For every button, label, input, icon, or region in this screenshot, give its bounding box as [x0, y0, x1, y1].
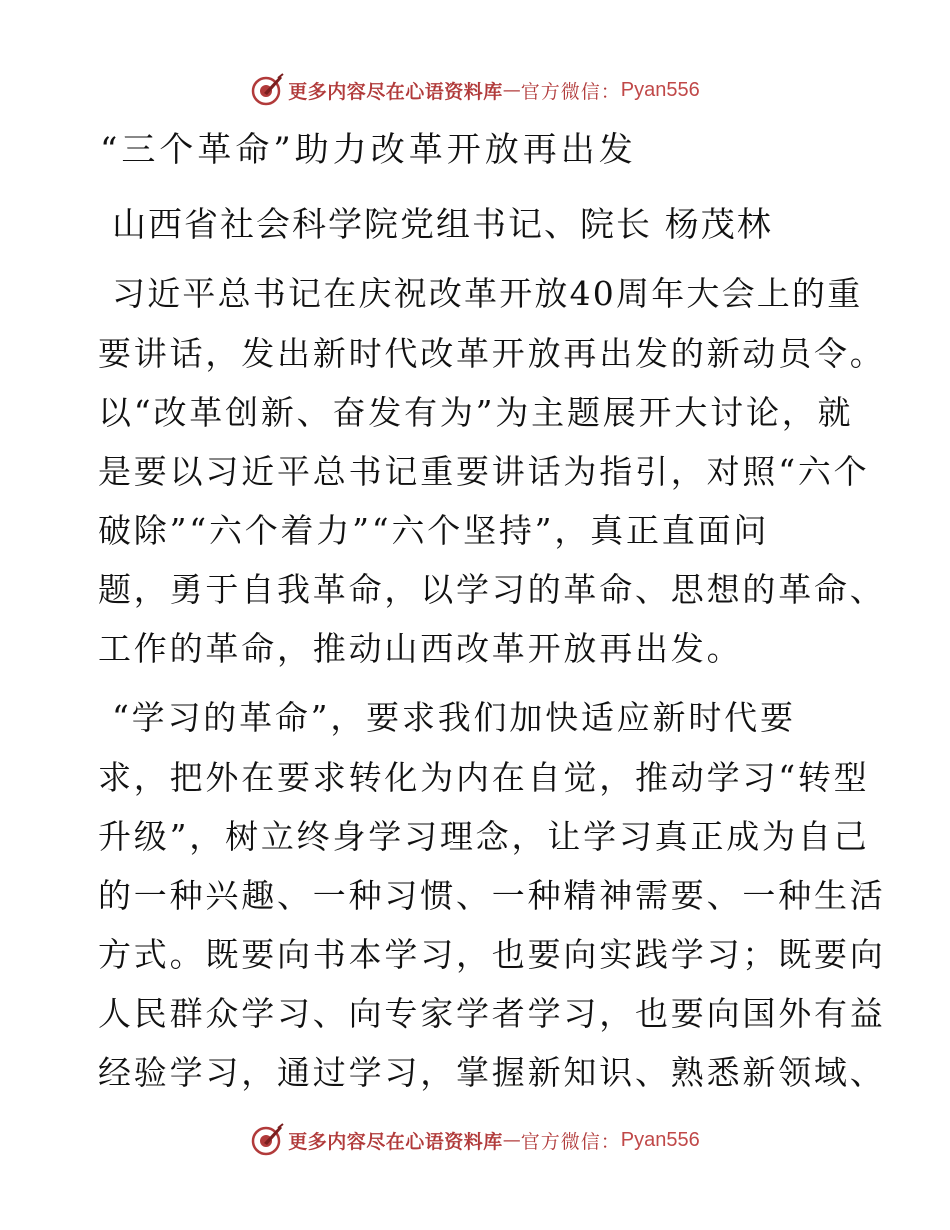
paragraph-line: 以“改革创新、奋发有为”为主题展开大讨论，就 — [98, 393, 854, 432]
article-author: 山西省社会科学院党组书记、院长 杨茂林 — [112, 205, 773, 245]
paragraph-line: 习近平总书记在庆祝改革开放40周年大会上的重 — [112, 274, 863, 313]
paragraph-line: 破除”“六个着力”“六个坚持”，真正直面问 — [98, 511, 770, 550]
watermark-main-text: 更多内容尽在心语资料库 — [288, 80, 503, 103]
quill-logo-icon — [250, 73, 284, 107]
paragraph-line: 是要以习近平总书记重要讲话为指引，对照“六个 — [98, 452, 870, 491]
paragraph-line: 要讲话，发出新时代改革开放再出发的新动员令。 — [98, 334, 886, 373]
paragraph-line: 工作的革命，推动山西改革开放再出发。 — [98, 629, 743, 668]
paragraph-line: 的一种兴趣、一种习惯、一种精神需要、一种生活 — [98, 876, 886, 915]
paragraph-line: 人民群众学习、向专家学者学习，也要向国外有益 — [98, 994, 886, 1033]
watermark-wechat-id: Pyan556 — [620, 1128, 700, 1151]
paragraph-line: 升级”，树立终身学习理念，让学习真正成为自己 — [98, 817, 870, 856]
paragraph-line: 求，把外在要求转化为内在自觉，推动学习“转型 — [98, 758, 870, 797]
watermark-wechat-id: Pyan556 — [620, 78, 700, 101]
watermark-dash: — — [502, 79, 521, 101]
paragraph-line: “学习的革命”，要求我们加快适应新时代要 — [112, 698, 796, 737]
paragraph-line: 方式。既要向书本学习，也要向实践学习；既要向 — [98, 935, 886, 974]
header-watermark — [0, 70, 950, 110]
quill-logo-icon — [250, 1123, 284, 1157]
watermark-wechat-label: 官方微信： — [520, 80, 621, 103]
paragraph-line: 题，勇于自我革命，以学习的革命、思想的革命、 — [98, 570, 886, 609]
watermark-wechat-label: 官方微信： — [520, 1130, 621, 1153]
footer-watermark — [0, 1120, 950, 1160]
article-title: “三个革命”助力改革开放再出发 — [100, 130, 637, 170]
watermark-main-text: 更多内容尽在心语资料库 — [288, 1130, 503, 1153]
paragraph-line: 经验学习，通过学习，掌握新知识、熟悉新领域、 — [98, 1053, 886, 1092]
watermark-dash: — — [502, 1129, 521, 1151]
